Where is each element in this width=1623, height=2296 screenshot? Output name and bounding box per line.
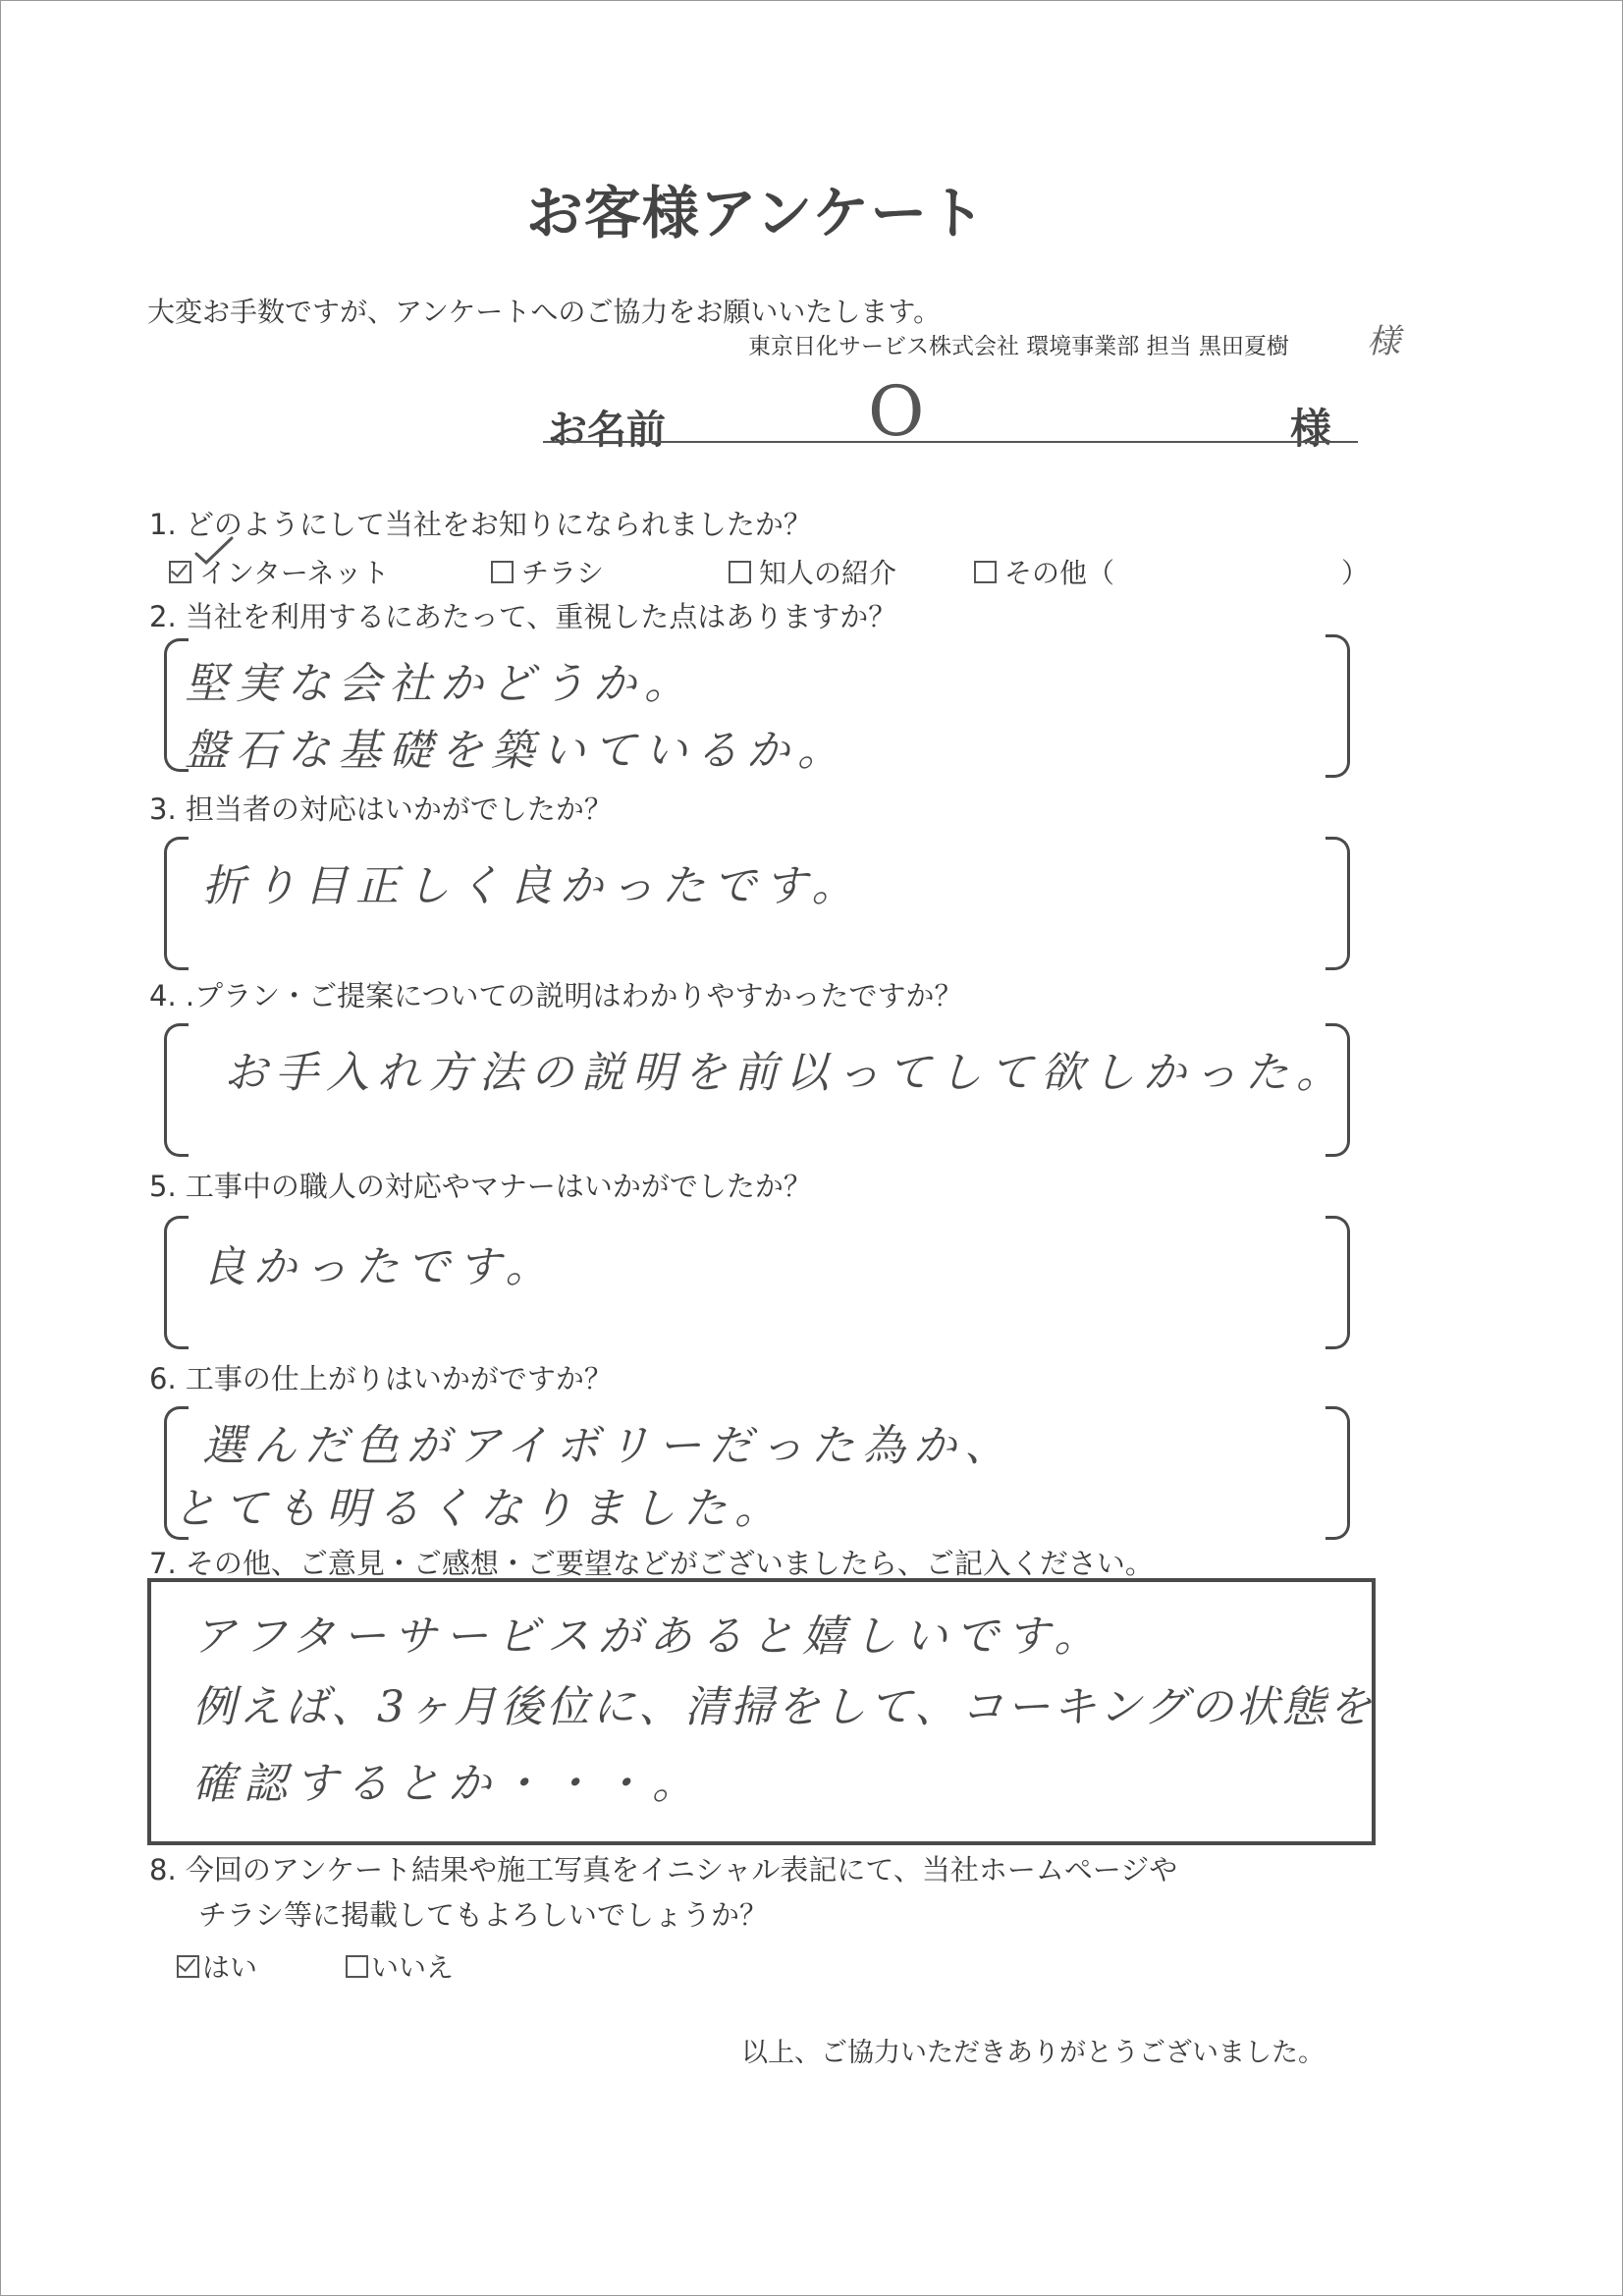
- q1-option-referral[interactable]: 知人の紹介: [729, 552, 896, 591]
- q6-answer-line-1: 選んだ色がアイボリーだった為か、: [202, 1421, 1016, 1471]
- company-line: 東京日化サービス株式会社 環境事業部 担当 黒田夏樹: [748, 334, 1289, 359]
- name-underline: [543, 441, 1358, 443]
- q8-option-no[interactable]: いいえ: [346, 1946, 454, 1986]
- question-2: 2. 当社を利用するにあたって、重視した点はありますか？: [149, 600, 897, 633]
- closing-text: 以上、ご協力いただきありがとうございました。: [741, 2038, 1325, 2068]
- question-7: 7. その他、ご意見・ご感想・ご要望などがございましたら、ご記入ください。: [149, 1547, 1154, 1580]
- q4-answer-line-1: お手入れ方法の説明を前以ってして欲しかった。: [224, 1048, 1347, 1098]
- checkbox-checked-icon[interactable]: [177, 1955, 199, 1978]
- question-4: 4. .プラン・ご提案についての説明はわかりやすかったですか？: [149, 979, 963, 1012]
- answer-bracket-right: [1325, 634, 1350, 778]
- answer-bracket-right: [1325, 1216, 1350, 1349]
- q7-answer-line-2: 例えば、3ヶ月後位に、清掃をして、コーキングの状態を: [192, 1682, 1375, 1732]
- answer-bracket-right: [1325, 837, 1350, 970]
- q7-answer-line-3: 確認するとか・・・。: [192, 1759, 703, 1809]
- name-value-handwritten[interactable]: O: [868, 371, 925, 452]
- staff-honorific-handwritten: 様: [1367, 322, 1400, 361]
- q1-other-close-paren: ）: [1341, 557, 1370, 589]
- q1-option-flyer[interactable]: チラシ: [491, 552, 604, 591]
- name-label: お名前: [548, 408, 666, 453]
- page-title: お客様アンケート: [525, 180, 987, 246]
- answer-bracket-left: [164, 1216, 189, 1349]
- checkbox-icon[interactable]: [974, 561, 997, 583]
- checkbox-icon[interactable]: [729, 561, 751, 583]
- answer-bracket-right: [1325, 1406, 1350, 1540]
- name-honorific: 様: [1290, 405, 1332, 453]
- checkbox-icon[interactable]: [491, 561, 514, 583]
- question-1: 1. どのようにして当社をお知りになられましたか？: [149, 508, 812, 541]
- q8-option-yes[interactable]: はい: [177, 1946, 257, 1986]
- q6-answer-line-2: とても明るくなりました。: [173, 1484, 785, 1534]
- question-6: 6. 工事の仕上がりはいかがですか？: [149, 1362, 613, 1395]
- answer-bracket-left: [164, 837, 189, 970]
- q5-answer-line-1: 良かったです。: [202, 1242, 557, 1292]
- checkbox-checked-icon[interactable]: [169, 561, 191, 583]
- answer-bracket-left: [164, 1023, 189, 1157]
- question-8-line-2: チラシ等に掲載してもよろしいでしょうか？: [198, 1898, 769, 1932]
- question-3: 3. 担当者の対応はいかがでしたか？: [149, 793, 613, 826]
- q2-answer-line-1: 堅実な会社かどうか。: [185, 659, 695, 709]
- checkbox-icon[interactable]: [346, 1955, 368, 1978]
- q7-answer-line-1: アフターサービスがあると嬉しいです。: [192, 1612, 1106, 1662]
- handwritten-check-mark-icon: [194, 536, 234, 566]
- q3-answer-line-1: 折り目正しく良かったです。: [202, 861, 863, 911]
- q1-option-other[interactable]: その他（: [974, 552, 1114, 591]
- question-5: 5. 工事中の職人の対応やマナーはいかがでしたか？: [149, 1170, 812, 1203]
- q2-answer-line-2: 盤石な基礎を築いているか。: [185, 726, 848, 776]
- question-8: 8. 今回のアンケート結果や施工写真をイニシャル表記にて、当社ホームページや: [149, 1853, 1178, 1886]
- intro-text: 大変お手数ですが、アンケートへのご協力をお願いいたします。: [147, 296, 942, 328]
- q1-option-internet[interactable]: インターネット: [169, 552, 389, 591]
